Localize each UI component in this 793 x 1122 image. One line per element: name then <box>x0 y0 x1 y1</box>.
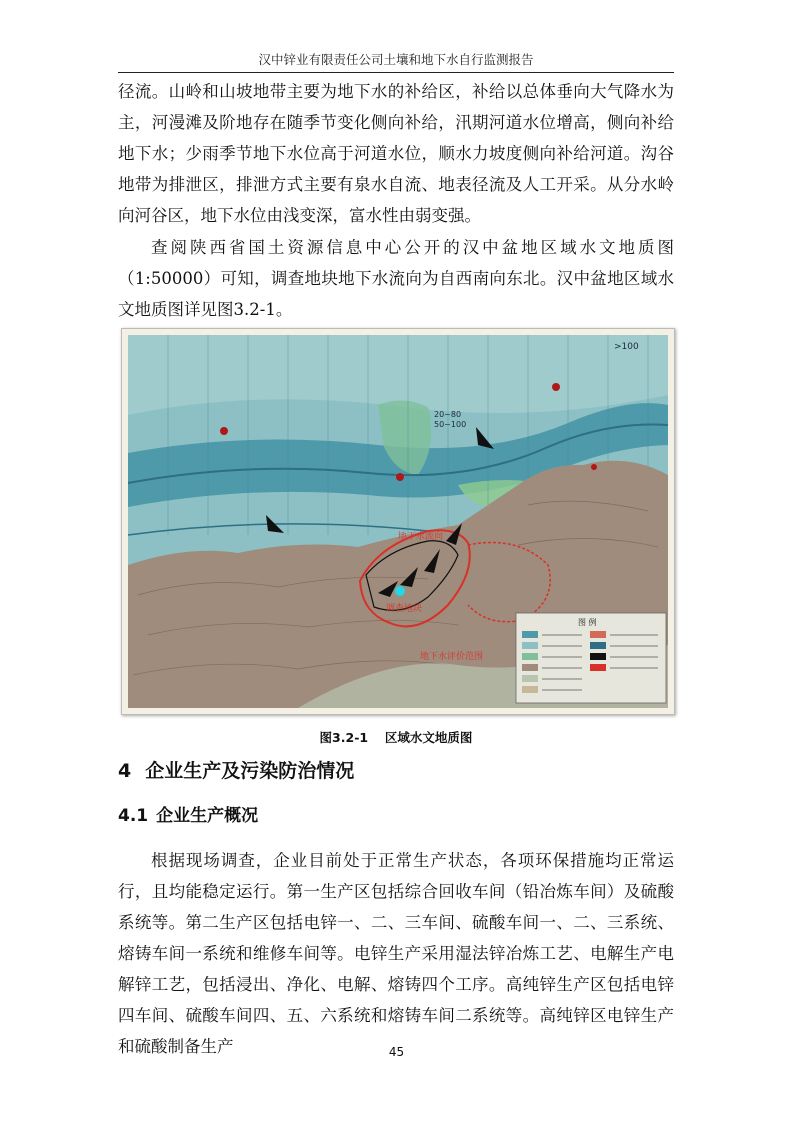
hydrogeology-map <box>128 335 668 708</box>
site-marker <box>395 586 405 596</box>
paragraph-flow-direction: 查阅陕西省国土资源信息中心公开的汉中盆地区域水文地质图（1:50000）可知，调查地块地下水流向为自西南向东北。汉中盆地区域水文地质图详见图3.2-1。 <box>118 238 674 319</box>
section-4-1-number: 4.1 <box>118 806 149 826</box>
label-flow-direction: 地下水流向 <box>398 532 444 542</box>
label-site: 调查地块 <box>386 604 423 614</box>
figure-caption: 图3.2-1 区域水文地质图 <box>319 730 473 745</box>
label-contour-b: 50~100 <box>434 420 467 429</box>
section-4-1-heading <box>118 801 258 826</box>
label-evaluation-range: 地下水评价范围 <box>420 652 484 662</box>
section-4-heading <box>118 756 354 783</box>
label-contour-a: 20~80 <box>434 410 462 419</box>
page-number: 45 <box>388 1045 405 1059</box>
section-4-number: 4 <box>118 760 132 782</box>
paragraph-groundwater-runoff: 径流。山岭和山坡地带主要为地下水的补给区，补给以总体垂向大气降水为主，河漫滩及阶地存在随季节变化侧向补给，汛期河道水位增高，侧向补给地下水；少雨季节地下水位高于河道水位，顺水力坡度侧向补给河道。沟谷地带为排泄区，排泄方式主要有泉水自流、地表径流及人工开采。从分水岭向河谷区，地下水位由浅变深，富水性由弱变强。 <box>118 82 674 225</box>
legend-title: 图 例 <box>578 618 597 627</box>
label-top-right: >100 <box>614 342 639 352</box>
hydrogeology-map-figure <box>121 328 675 715</box>
section-4-1-title: 企业生产概况 <box>156 806 259 826</box>
section-4-title: 企业生产及污染防治情况 <box>145 760 355 782</box>
page-header: 汉中锌业有限责任公司土壤和地下水自行监测报告 <box>118 48 674 73</box>
paragraph-production-overview: 根据现场调查，企业目前处于正常生产状态，各项环保措施均正常运行，且均能稳定运行。第一生产区包括综合回收车间（铅冶炼车间）及硫酸系统等。第二生产区包括电锌一、二、三车间、硫酸车间一、二、三系统、熔铸车间一系统和维修车间等。电锌生产采用湿法锌冶炼工艺、电解生产电解锌工艺，包括浸出、净化、电解、熔铸四个工序。高纯锌生产区包括电锌四车间、硫酸车间四、五、六系统和熔铸车间二系统等。高纯锌区电锌生产和硫酸制备生产 <box>118 851 674 1056</box>
map-legend <box>516 613 666 703</box>
